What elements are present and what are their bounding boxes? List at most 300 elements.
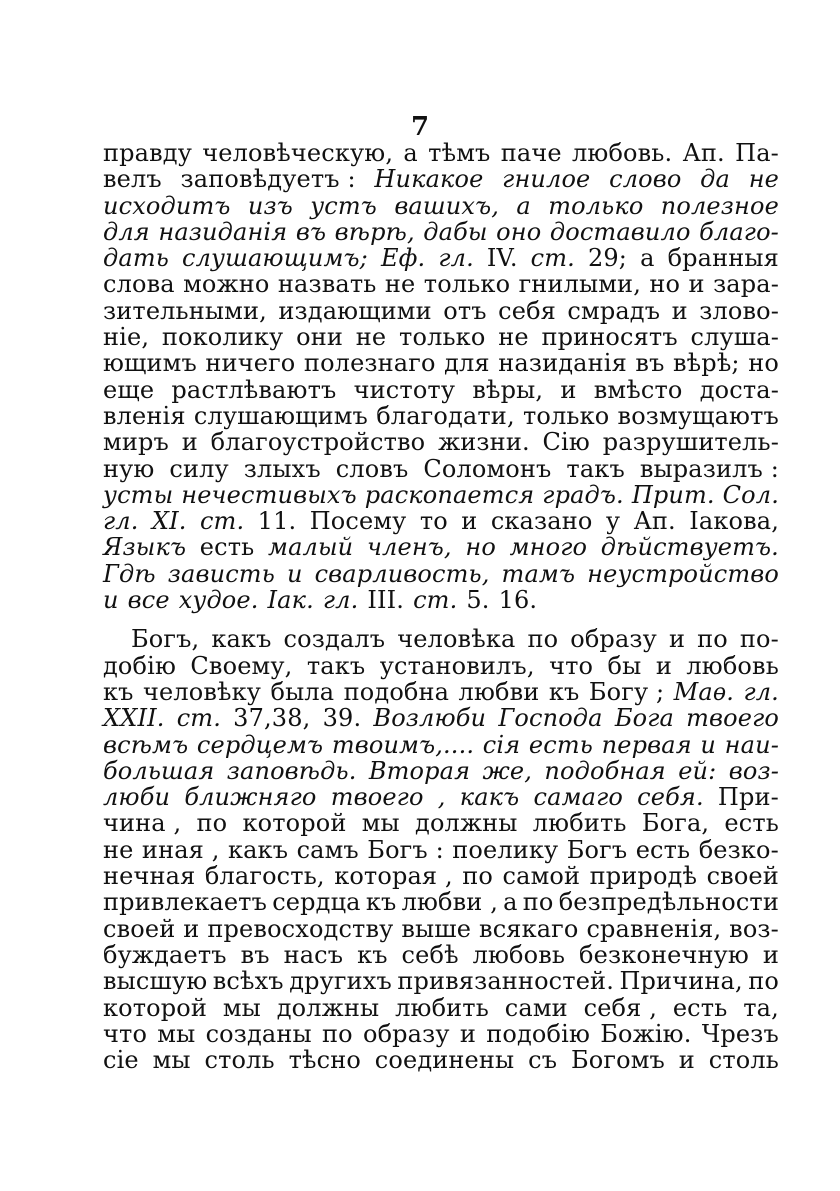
word: Ап.	[633, 507, 676, 536]
word: по	[527, 625, 559, 654]
word: любить	[532, 809, 627, 838]
word: въ	[240, 940, 270, 969]
word: подобію	[486, 1019, 590, 1048]
word: сказано	[490, 507, 593, 536]
word: и	[183, 914, 200, 943]
word: мы	[222, 993, 261, 1022]
word: зительными,	[103, 296, 267, 325]
word: ,	[437, 783, 446, 812]
word: не	[748, 165, 779, 194]
text-line	[103, 679, 779, 705]
word: тѣмъ	[428, 139, 491, 167]
word: и	[103, 586, 119, 615]
text-line	[103, 534, 779, 560]
word: а	[503, 888, 518, 917]
word: другихъ	[289, 967, 392, 996]
word: исходитъ	[103, 191, 231, 220]
text-line	[103, 429, 779, 455]
word: есть	[635, 835, 691, 864]
word: соединены	[374, 1046, 515, 1075]
word: благоустройство	[210, 428, 426, 457]
word: можно	[183, 270, 270, 299]
word: жизни.	[438, 428, 530, 457]
word: Іак.	[267, 586, 314, 615]
word: ющимъ	[103, 349, 197, 378]
word: благость,	[204, 862, 325, 891]
word: буждаетъ	[103, 940, 227, 969]
word: и	[655, 651, 672, 680]
word: безко-	[698, 835, 779, 864]
word: къ	[365, 888, 397, 917]
word: съ	[528, 1046, 558, 1075]
word: много	[509, 533, 588, 562]
word: что	[549, 651, 594, 680]
text-line	[103, 784, 779, 810]
word: Господа	[498, 704, 603, 733]
text-line	[103, 271, 779, 297]
word: чистоту	[353, 375, 456, 404]
text-line	[103, 587, 779, 613]
word: членъ,	[366, 533, 452, 562]
word: всякаго	[479, 914, 579, 943]
word: и	[671, 296, 688, 325]
word: любовь	[686, 651, 779, 680]
word: должны	[276, 993, 380, 1022]
word: поелику	[452, 835, 559, 864]
word: благодати,	[376, 401, 515, 430]
word: и	[762, 940, 779, 969]
word: вмѣсто	[593, 375, 683, 404]
word: какъ	[211, 625, 272, 654]
paragraph	[103, 140, 779, 613]
word: гнилое	[502, 165, 591, 194]
word: 16.	[498, 586, 538, 615]
word: полезное	[660, 191, 779, 220]
text-line	[103, 140, 779, 166]
text-line	[103, 705, 779, 731]
word: а	[403, 139, 418, 167]
word: При-	[717, 783, 779, 812]
word: полезнаго	[303, 349, 436, 378]
word: безпредѣльности	[558, 888, 779, 917]
word: оно	[496, 217, 542, 246]
word: себя ,	[583, 993, 658, 1022]
word: въ	[295, 217, 327, 246]
word: вѣры,	[472, 375, 544, 404]
word: XXII.	[103, 704, 165, 733]
word: ніе,	[103, 323, 150, 352]
word: нечестивыхъ	[181, 480, 357, 509]
text-line	[103, 810, 779, 836]
text-line	[103, 193, 779, 219]
text-line	[103, 245, 779, 271]
word: высшую	[103, 967, 208, 996]
word: 37,38,	[233, 704, 311, 733]
word: только	[399, 323, 486, 352]
word: всѣмъ	[103, 730, 189, 759]
word: и	[700, 730, 717, 759]
word: ничего	[205, 349, 296, 378]
word: 5.	[466, 586, 490, 615]
word: все	[127, 586, 170, 615]
word: приносятъ	[541, 323, 678, 352]
text-line	[103, 219, 779, 245]
word: сравненія,	[586, 914, 722, 943]
word: назиданія	[158, 217, 288, 246]
word: разрушитель-	[602, 428, 779, 457]
word: къ	[548, 677, 580, 706]
word: и	[668, 625, 686, 654]
word: вленія	[103, 401, 186, 430]
word: мы	[157, 1019, 196, 1048]
word: привязанностей.	[397, 967, 614, 996]
word: поколику	[161, 323, 284, 352]
word: себя	[498, 296, 556, 325]
word: безконечную	[579, 940, 749, 969]
word: Возлюби	[373, 704, 487, 733]
word: Маѳ.	[673, 677, 735, 706]
word: что	[103, 1019, 148, 1048]
word: миръ	[103, 428, 169, 457]
word: градъ.	[542, 480, 624, 509]
word: назвать	[277, 270, 377, 299]
word: вѣрѣ;	[673, 349, 740, 378]
word: Вторая	[368, 756, 471, 785]
word: первая	[601, 730, 692, 759]
text-line	[103, 653, 779, 679]
text-line	[103, 377, 779, 403]
word: человѣку	[143, 677, 262, 706]
word: которой	[242, 809, 347, 838]
word: для	[444, 349, 490, 378]
word: доставило	[549, 217, 691, 246]
word: назиданія	[498, 349, 627, 378]
word: по	[697, 625, 728, 654]
text-line	[103, 626, 779, 652]
word: 39.	[322, 704, 362, 733]
word: своей	[103, 914, 176, 943]
text-line	[103, 561, 779, 587]
body-text	[103, 140, 779, 1073]
word: дѣйствуетъ.	[600, 533, 779, 562]
word: сіе	[103, 1046, 139, 1075]
word: смрадъ	[567, 296, 661, 325]
word: а	[516, 191, 531, 220]
word: себѣ	[401, 940, 459, 969]
word: любить	[395, 993, 489, 1022]
word: самаго	[533, 783, 623, 812]
word: Божію.	[600, 1019, 692, 1048]
word: заповѣдь.	[226, 756, 357, 785]
word: по	[522, 888, 554, 917]
word: Богъ	[566, 835, 628, 864]
text-line	[103, 456, 779, 482]
word: Ап.	[682, 139, 725, 167]
word: сердцемъ	[196, 730, 324, 759]
word: столь	[708, 1046, 779, 1075]
word: слуша-	[690, 323, 779, 352]
word: столь	[204, 1046, 275, 1075]
word: не	[498, 323, 529, 352]
word: зависть	[167, 559, 275, 588]
word: не	[355, 323, 387, 352]
word: дабы	[423, 217, 488, 246]
text-line	[103, 889, 779, 915]
word: образу	[570, 625, 657, 654]
word: слушающимъ;	[181, 244, 368, 273]
word: въ	[635, 349, 665, 378]
word: иная ,	[141, 835, 220, 864]
word: которой	[103, 993, 208, 1022]
word: Прит.	[631, 480, 715, 509]
word: ст.	[199, 507, 245, 536]
word: 29;	[587, 244, 628, 273]
word: Сію	[542, 428, 590, 457]
word: ближняго	[184, 783, 317, 812]
word: мы	[152, 1046, 191, 1075]
word: бранныя	[667, 244, 779, 273]
word: всѣхъ	[212, 967, 284, 996]
word: но	[649, 270, 681, 299]
word: слово	[609, 165, 682, 194]
word: гл.	[103, 507, 139, 536]
word: злово-	[699, 296, 779, 325]
word: выше	[401, 914, 472, 943]
text-line	[103, 837, 779, 863]
word: слова	[103, 270, 175, 299]
text-line	[103, 482, 779, 508]
word: какъ	[459, 783, 520, 812]
word: любовь	[472, 940, 566, 969]
word: для	[103, 217, 150, 246]
word: Па-	[735, 139, 779, 167]
page-number: 7	[410, 112, 430, 142]
word: Сол.	[722, 480, 779, 509]
word: выразилъ :	[639, 454, 779, 483]
word: только	[423, 270, 511, 299]
word: по	[322, 1019, 353, 1048]
word: любви ,	[401, 888, 498, 917]
word: та,	[743, 993, 779, 1022]
word: неустройство	[587, 559, 779, 588]
word: чина ,	[103, 809, 182, 838]
word: есть	[724, 809, 779, 838]
word: привлекаетъ	[103, 888, 268, 917]
text-line	[103, 1047, 779, 1073]
text-line	[103, 324, 779, 350]
word: Своему,	[190, 651, 293, 680]
word: худое.	[178, 586, 259, 615]
word: ст.	[413, 586, 458, 615]
word: превосходству	[207, 914, 394, 943]
word: по-	[739, 625, 779, 654]
word: по	[462, 862, 494, 891]
word: какъ	[227, 835, 289, 864]
word: была	[270, 677, 335, 706]
word: изъ	[247, 191, 293, 220]
word: но	[748, 349, 779, 378]
word: Гдѣ	[103, 559, 156, 588]
word: ей:	[678, 756, 717, 785]
text-line	[103, 916, 779, 942]
word: дать	[103, 244, 169, 273]
word: велъ	[103, 165, 162, 194]
word: своей	[706, 862, 779, 891]
text-line	[103, 968, 779, 994]
word: возмущаютъ	[617, 401, 779, 430]
word: Посему	[309, 507, 407, 536]
word: Еф.	[380, 244, 426, 273]
word: правду	[103, 139, 192, 167]
word: IV.	[486, 244, 518, 273]
word: но	[465, 533, 496, 562]
word: малый	[268, 533, 354, 562]
word: вашихъ,	[394, 191, 499, 220]
word: по	[196, 809, 228, 838]
word: воз-	[728, 756, 779, 785]
word: бы	[607, 651, 642, 680]
word: усты	[103, 480, 174, 509]
word: у	[605, 507, 621, 536]
word: слушающимъ	[193, 401, 368, 430]
text-line	[103, 942, 779, 968]
text-line	[103, 298, 779, 324]
word: любовь.	[572, 139, 673, 167]
word: нечная	[103, 862, 196, 891]
word: подобна	[343, 677, 450, 706]
word: гнилыми,	[518, 270, 641, 299]
word: гл.	[743, 677, 779, 706]
word: Чрезъ	[701, 1019, 779, 1048]
word: паче	[500, 139, 562, 167]
text-line	[103, 350, 779, 376]
word: издающими	[278, 296, 432, 325]
word: и	[286, 559, 303, 588]
text-line	[103, 732, 779, 758]
word: человѣческую,	[202, 139, 394, 167]
word: а	[640, 244, 655, 273]
word: и	[560, 375, 577, 404]
word: да	[700, 165, 730, 194]
word: они	[296, 323, 344, 352]
word: есть	[199, 533, 255, 562]
word: такъ	[306, 651, 366, 680]
word: установилъ,	[379, 651, 535, 680]
word: мы	[361, 809, 400, 838]
paragraph	[103, 626, 779, 1073]
word: сами	[504, 993, 568, 1022]
word: XI.	[151, 507, 187, 536]
word: только	[548, 191, 644, 220]
word: есть	[672, 993, 728, 1022]
word: Причина,	[619, 967, 743, 996]
word: наи-	[724, 730, 779, 759]
word: растлѣваютъ	[171, 375, 337, 404]
word: гл.	[322, 586, 359, 615]
word: не	[103, 835, 134, 864]
word: Богомъ	[570, 1046, 665, 1075]
word: Соломонъ	[423, 454, 552, 483]
word: къ	[103, 677, 134, 706]
word: добію	[103, 651, 176, 680]
word: словъ	[335, 454, 409, 483]
word: раскопается	[364, 480, 535, 509]
word: которая ,	[334, 862, 453, 891]
word: сварливость,	[314, 559, 490, 588]
text-line	[103, 403, 779, 429]
word: большая	[103, 756, 215, 785]
word: сія	[482, 730, 521, 759]
word: Языкъ	[103, 533, 187, 562]
word: по	[748, 967, 779, 996]
word: доста-	[699, 375, 779, 404]
word: созданы	[205, 1019, 312, 1048]
word: гл.	[438, 244, 474, 273]
word: устъ	[310, 191, 377, 220]
word: благо-	[699, 217, 779, 246]
word: воз-	[729, 914, 779, 943]
word: силу	[169, 454, 229, 483]
word: тамъ	[501, 559, 576, 588]
word: заповѣдуетъ :	[180, 165, 356, 194]
word: ную	[103, 454, 155, 483]
word: тѣсно	[288, 1046, 361, 1075]
word: твоего	[686, 704, 779, 733]
word: человѣка	[397, 625, 516, 654]
text-line	[103, 758, 779, 784]
word: сердца	[272, 888, 361, 917]
word: Никакое	[374, 165, 484, 194]
word: подобная	[544, 756, 666, 785]
word: ст.	[176, 704, 221, 733]
word: Богу ;	[588, 677, 665, 706]
text-line	[103, 1021, 779, 1047]
word: къ	[357, 940, 388, 969]
word: создалъ	[283, 625, 386, 654]
word: твоимъ,....	[331, 730, 475, 759]
word: такъ	[566, 454, 625, 483]
word: то	[419, 507, 448, 536]
text-line	[103, 166, 779, 192]
word: люби	[103, 783, 171, 812]
word: самъ	[296, 835, 359, 864]
word: не	[384, 270, 416, 299]
text-line	[103, 508, 779, 534]
word: и	[459, 1019, 477, 1048]
word: себя.	[637, 783, 704, 812]
word: же,	[482, 756, 533, 785]
word: самой	[502, 862, 581, 891]
word: Іакова,	[689, 507, 779, 536]
word: Бога,	[641, 809, 710, 838]
text-line	[103, 995, 779, 1021]
word: зара-	[713, 270, 779, 299]
word: природѣ	[589, 862, 698, 891]
word: твоего	[330, 783, 424, 812]
word: любви	[458, 677, 540, 706]
word: образу	[362, 1019, 450, 1048]
word: и	[461, 507, 478, 536]
word: должны	[415, 809, 518, 838]
word: насъ	[283, 940, 344, 969]
word: 11.	[257, 507, 297, 536]
word: III.	[367, 586, 405, 615]
word: Бога	[614, 704, 674, 733]
word: вѣрѣ,	[334, 217, 415, 246]
word: только	[522, 401, 610, 430]
word: и	[678, 1046, 695, 1075]
word: злыхъ	[243, 454, 321, 483]
